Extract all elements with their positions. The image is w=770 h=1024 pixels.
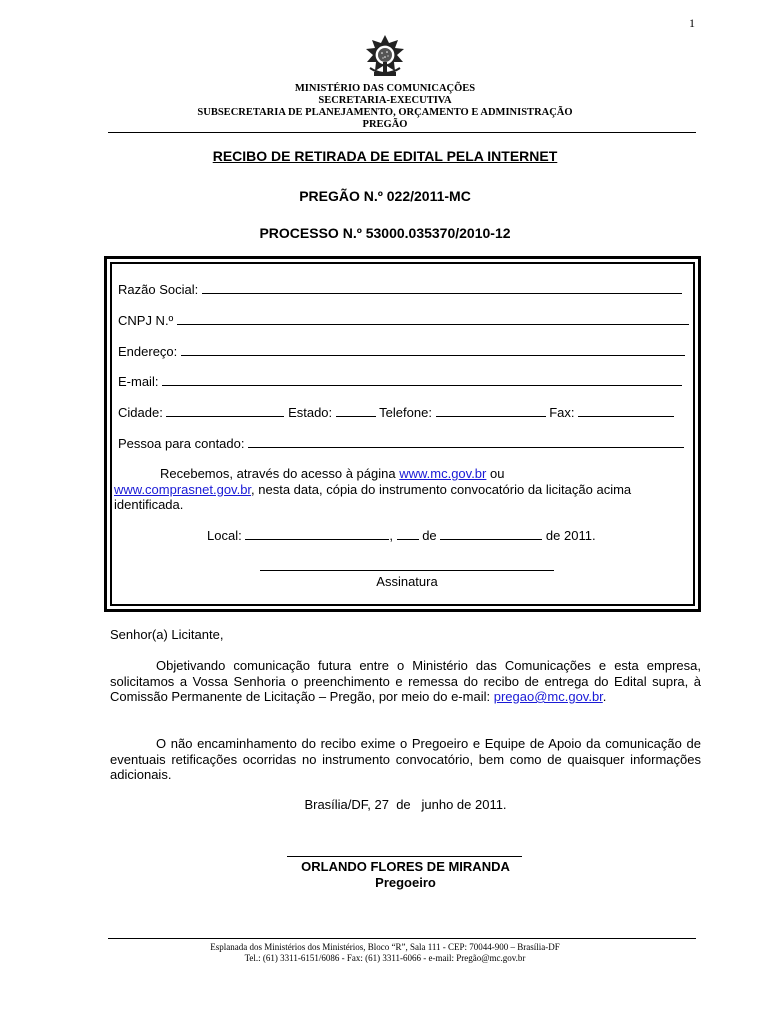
signer-name: ORLANDO FLORES DE MIRANDA [301, 859, 510, 874]
pregao-number: PREGÃO N.º 022/2011-MC [299, 188, 471, 204]
date-de-label: de [422, 528, 437, 543]
header-block [0, 83, 770, 131]
email-blank[interactable] [162, 374, 682, 386]
cidade-label: Cidade: [118, 405, 163, 420]
signer-line [287, 856, 522, 857]
brazil-coat-of-arms-icon [362, 34, 408, 80]
letter-date: Brasília/DF, 27 de junho de 2011. [304, 797, 507, 812]
contato-blank[interactable] [248, 436, 684, 448]
endereco-field[interactable] [118, 344, 685, 359]
receipt-text-3: , nesta data, cópia do instrumento convocatório da licitação acima [251, 481, 632, 497]
date-year-label: de 2011. [545, 528, 596, 543]
email-label: E-mail: [118, 374, 159, 389]
fax-label: Fax: [549, 405, 575, 420]
signer-role: Pregoeiro [375, 875, 436, 890]
signature-line[interactable] [260, 570, 554, 571]
endereco-label: Endereço: [118, 344, 178, 359]
header-subsecretariat: SUBSECRETARIA DE PLANEJAMENTO, ORÇAMENTO E ADMINISTRAÇÃO [197, 107, 573, 118]
letter-greeting: Senhor(a) Licitante, [110, 627, 224, 642]
header-divider [108, 132, 696, 133]
local-label: Local: [207, 528, 242, 543]
day-blank[interactable] [397, 528, 419, 540]
footer-block [0, 942, 770, 964]
receipt-text-4: identificada. [114, 497, 184, 512]
header-department: PREGÃO [362, 119, 408, 130]
letter-paragraph-1-text: Objetivando comunicação futura entre o Ministério das Comunicações e esta empresa, solicitamos a Vossa Senhoria o preenchimento e remessa do recibo de entrega do Edital supra, à Comissão Permanente de Licitação – Pregão, por meio do e-mail: [110, 658, 701, 704]
cidade-blank[interactable] [166, 405, 284, 417]
letter-paragraph-2: O não encaminhamento do recibo exime o Pregoeiro e Equipe de Apoio da comunicação de eventuais retificações ocorridas no instrumento convocatório, bem como de quaisquer informações adicionais. [110, 736, 701, 782]
cidade-row [118, 405, 674, 420]
cnpj-blank[interactable] [177, 313, 689, 325]
local-comma: , [389, 528, 393, 543]
estado-blank[interactable] [336, 405, 376, 417]
contato-label: Pessoa para contado: [118, 436, 245, 451]
processo-number: PROCESSO N.º 53000.035370/2010-12 [259, 225, 511, 241]
mc-gov-link[interactable]: www.mc.gov.br [399, 466, 487, 481]
telefone-blank[interactable] [436, 405, 546, 417]
receipt-text-1: Recebemos, através do acesso à página [160, 466, 400, 481]
letter-paragraph-1 [110, 658, 701, 705]
signature-label: Assinatura [376, 574, 438, 589]
pregao-email-link[interactable]: pregao@mc.gov.br [493, 689, 603, 704]
footer-address: Esplanada dos Ministérios dos Ministérios, Bloco “R”, Sala 111 - CEP: 70044-900 – Brasília-DF [210, 942, 560, 952]
receipt-text-2: ou [486, 466, 505, 481]
letter-paragraph-1-end: . [602, 689, 607, 704]
main-title-wrap [0, 148, 770, 164]
footer-contact: Tel.: (61) 3311-6151/6086 - Fax: (61) 3311-6066 - e-mail: Pregão@mc.gov.br [244, 953, 526, 963]
razao-social-label: Razão Social: [118, 282, 199, 297]
email-field[interactable] [118, 374, 682, 389]
endereco-blank[interactable] [181, 344, 685, 356]
local-blank[interactable] [245, 528, 389, 540]
month-blank[interactable] [440, 528, 542, 540]
razao-social-blank[interactable] [202, 282, 682, 294]
receipt-statement [114, 466, 686, 513]
main-title: RECIBO DE RETIRADA DE EDITAL PELA INTERNET [212, 148, 558, 164]
page-number: 1 [689, 16, 695, 30]
footer-divider [108, 938, 696, 939]
header-ministry: MINISTÉRIO DAS COMUNICAÇÕES [294, 83, 476, 94]
header-secretariat: SECRETARIA-EXECUTIVA [318, 95, 452, 106]
estado-label: Estado: [288, 405, 333, 420]
local-date-row [207, 528, 596, 543]
comprasnet-link[interactable]: www.comprasnet.gov.br [114, 481, 252, 497]
fax-blank[interactable] [578, 405, 674, 417]
cnpj-field[interactable] [118, 313, 689, 328]
cnpj-label: CNPJ N.º [118, 313, 174, 328]
telefone-label: Telefone: [379, 405, 432, 420]
razao-social-field[interactable] [118, 282, 682, 297]
contato-field[interactable] [118, 436, 684, 451]
